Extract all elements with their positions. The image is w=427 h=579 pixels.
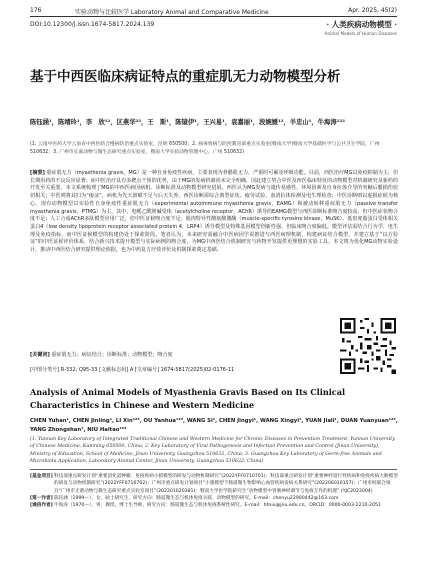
abstract-label: [摘要]: [30, 170, 45, 176]
keywords-label: [关键词]: [30, 352, 50, 358]
article-title-en: Analysis of Animal Models of Myasthenia Gravis Based on Its Clinical Characteristics in Chinese and Western Medicine: [30, 387, 346, 410]
abstract-zh: [30, 170, 398, 255]
footnotes: [30, 473, 398, 509]
author-list-zh: 陈钰涵¹，陈靖玲¹，李 欣¹²，区燕华²³，王 斯¹，陈镜伊¹，王兴易¹，袁嘉丽¹，段婉媛¹²，羊忠山¹，牛海涛¹²³: [30, 119, 345, 126]
first-author-footnote: [30, 495, 398, 502]
corresponding-text: 牛海涛（1970—），男，教授，博士生导师，研究方向：肠道微生态与机体免疫系统性研究。E-mail：htniu@jnu.edu.cn。ORCID：0000-0003-2210-2051: [54, 503, 381, 509]
first-author-text: 陈钰涵（1999—），女，硕士研究生，研究方向：肠道微生态与机体免疫关联、动物模型的研究。E-mail：chenyu22900442@163.com: [54, 495, 339, 501]
header-rule: [30, 16, 397, 17]
doi: DOI:10.12300/j.issn.1674-5817.2024.139: [30, 21, 155, 28]
fund-text: 科技部重点研发计划“重要消化道肿瘤、免疫疾病小猪模型的研发与动物机制研究”(2022YFF0710701)；科技部重点研发计划“重要神经退行性疾病和免疫疾病大猴模型的研发与动物机制研究”(2022YFF0710702)；广州市重点研发计划项目“小猪模型下肠道微生物影响心血管疾病发病关系研究”(202206010157)；广州市校联合项目“广州市无菌动物与微生态研究重点实验室项目”(202201020381)；暨南大学医学院研究生“动物模型中胃肠神经调节与免疫互作的机理”: [54, 474, 398, 494]
abstract-text: 重症肌无力（myasthenia gravis，MG）是一种自身免疫性疾病，主要表现为骨骼肌无力，严重时可累及呼吸功能。目前，西医治疗MG以免疫抑制为主，但长期用药的不良反应显著；而中医治疗具有多靶点干预的优势，由于MG的发病机制尚未完全明确，因此建立契合中医及西医临床特征的动物模型对机制研究及新药的开发至关重要。本文系统梳理了MG的中西医病因病机、诊断标准及动物模型研究进展。西医认为MG发病与遗传易感性、环境因素及自身抗体介导的突触后膜损伤密切相关；中医则将其归为“痿证”，病机为先天禀赋不足与后天失养，西医诊断需综合典型症状、疲劳试验、血清抗体检测及电生理检查；中医诊断则以虚损症候为核心。现有动物模型以实验性自身免疫性重症肌无力（experimental autoimmune myasthenia gravis，EAMG）和被动转移重症肌无力（passive transfer myasthenia gravis，PTMG）为主。其中，电鳐乙酰胆碱受体（acetylcholine receptor，AChR）诱导的EAMG模型与西医诊断标准吻合度较高，但中医症状吻合度不足；人工合成AChR多肽模型应用广泛，但中医证候吻合度不足；肌肉特异性酪氨酸激酶（muscle-specific tyrosine kinase，MuSK）、低密度脂蛋白受体相关蛋白4（low density lipoprotein receptor associated protein 4，LRP4）诱导模型及特殊基因模型创新性强，但临床吻合度偏低。模型评估需结合行为学、电生理及免疫指标，而中医证候模型的构建仍处于探索阶段。笔者认为，未来研究需融合中医病因学说推进与西医病理机制，构建病证结合模型，并建立基于“以方验证”的中医证候评价体系，结合新兴技术提升模型与实际病例的吻合度，为MG中西医结合机制研究与药物开发提供更理想的实验工具。本文将为优化MG动物实验设计，推动中西医结合研究提供理论依据，也为中药复方疗效评价及机制探索奠定基础。: [30, 170, 398, 254]
fund-footnote: [30, 473, 398, 495]
keywords-text: 重症肌无力；病证结合；诊断标准；动物模型；吻合度: [51, 352, 173, 358]
column-badge: [325, 19, 397, 36]
fund-label: [基金项目]: [30, 474, 53, 479]
footnote-separator: [30, 469, 397, 470]
page-number: 176: [30, 7, 42, 14]
classification-line: [中图分类号] R-332; Q95-33 [文献标志码] A [文章编号] 1674-5817(2025)02-0176-11: [30, 367, 235, 373]
affiliations-en: (1. Yunnan Key Laboratory of Integrated Traditional Chinese and Western Medicine for Chronic Diseases in Prevention Treatment, Yunnan University of Chinese Medicine, Kunming 650500, China; 2. Key Laboratory of Viral Pathogenesis and Infection Prevention and Control (Jinan University), Ministry of Education, School of Medicine, Jinan University, Guangzhou 510632, China; 3. Guangzhou Key Laboratory of Germ-free Animals and Microbiota Application, Laboratory Animal Center, Jinan University, Guangzhou 510632, China): [30, 437, 395, 465]
qr-code-icon[interactable]: [340, 318, 396, 374]
column-title-zh: · 人类疾病动物模型 ·: [326, 20, 397, 29]
fund-tail: (YJC2022004): [340, 488, 373, 494]
column-title-en: Animal Models of Human Diseases: [324, 31, 397, 36]
issue-date-volume: Apr. 2025, 45(2): [348, 7, 397, 14]
article-title-zh: 基于中西医临床病证特点的重症肌无力动物模型分析: [30, 69, 341, 85]
first-author-label: [第一作者]: [30, 495, 53, 501]
corresponding-label: [通信作者]: [30, 503, 53, 509]
corresponding-author-footnote: [30, 502, 398, 509]
affiliations-zh: (1. 云南中医药大学云南省中西医结合慢病防治重点实验室，昆明 650500；2. 病毒致病与防控教育部重点实验室(暨南大学)暨南大学基础医学与公共卫生学院，广州 510632；3. 广州市长嘉动物与微生态研究重点实验室，暨南大学实验动物管理中心，广州 510632): [30, 142, 380, 155]
journal-name: 实验动物与比较医学 Laboratory Animal and Comparative Medicine: [75, 9, 269, 16]
author-list-en: CHEN Yuhan¹, CHEN Jinling¹, LI Xin¹²³, OU Yanhua¹²³, WANG Si¹, CHEN Jingyi¹, WANG Xingyi¹, YUAN Jiali¹, DUAN Yuanyuan¹²³, YANG Zhongshan¹, NIU Haitao¹²³: [30, 418, 398, 433]
